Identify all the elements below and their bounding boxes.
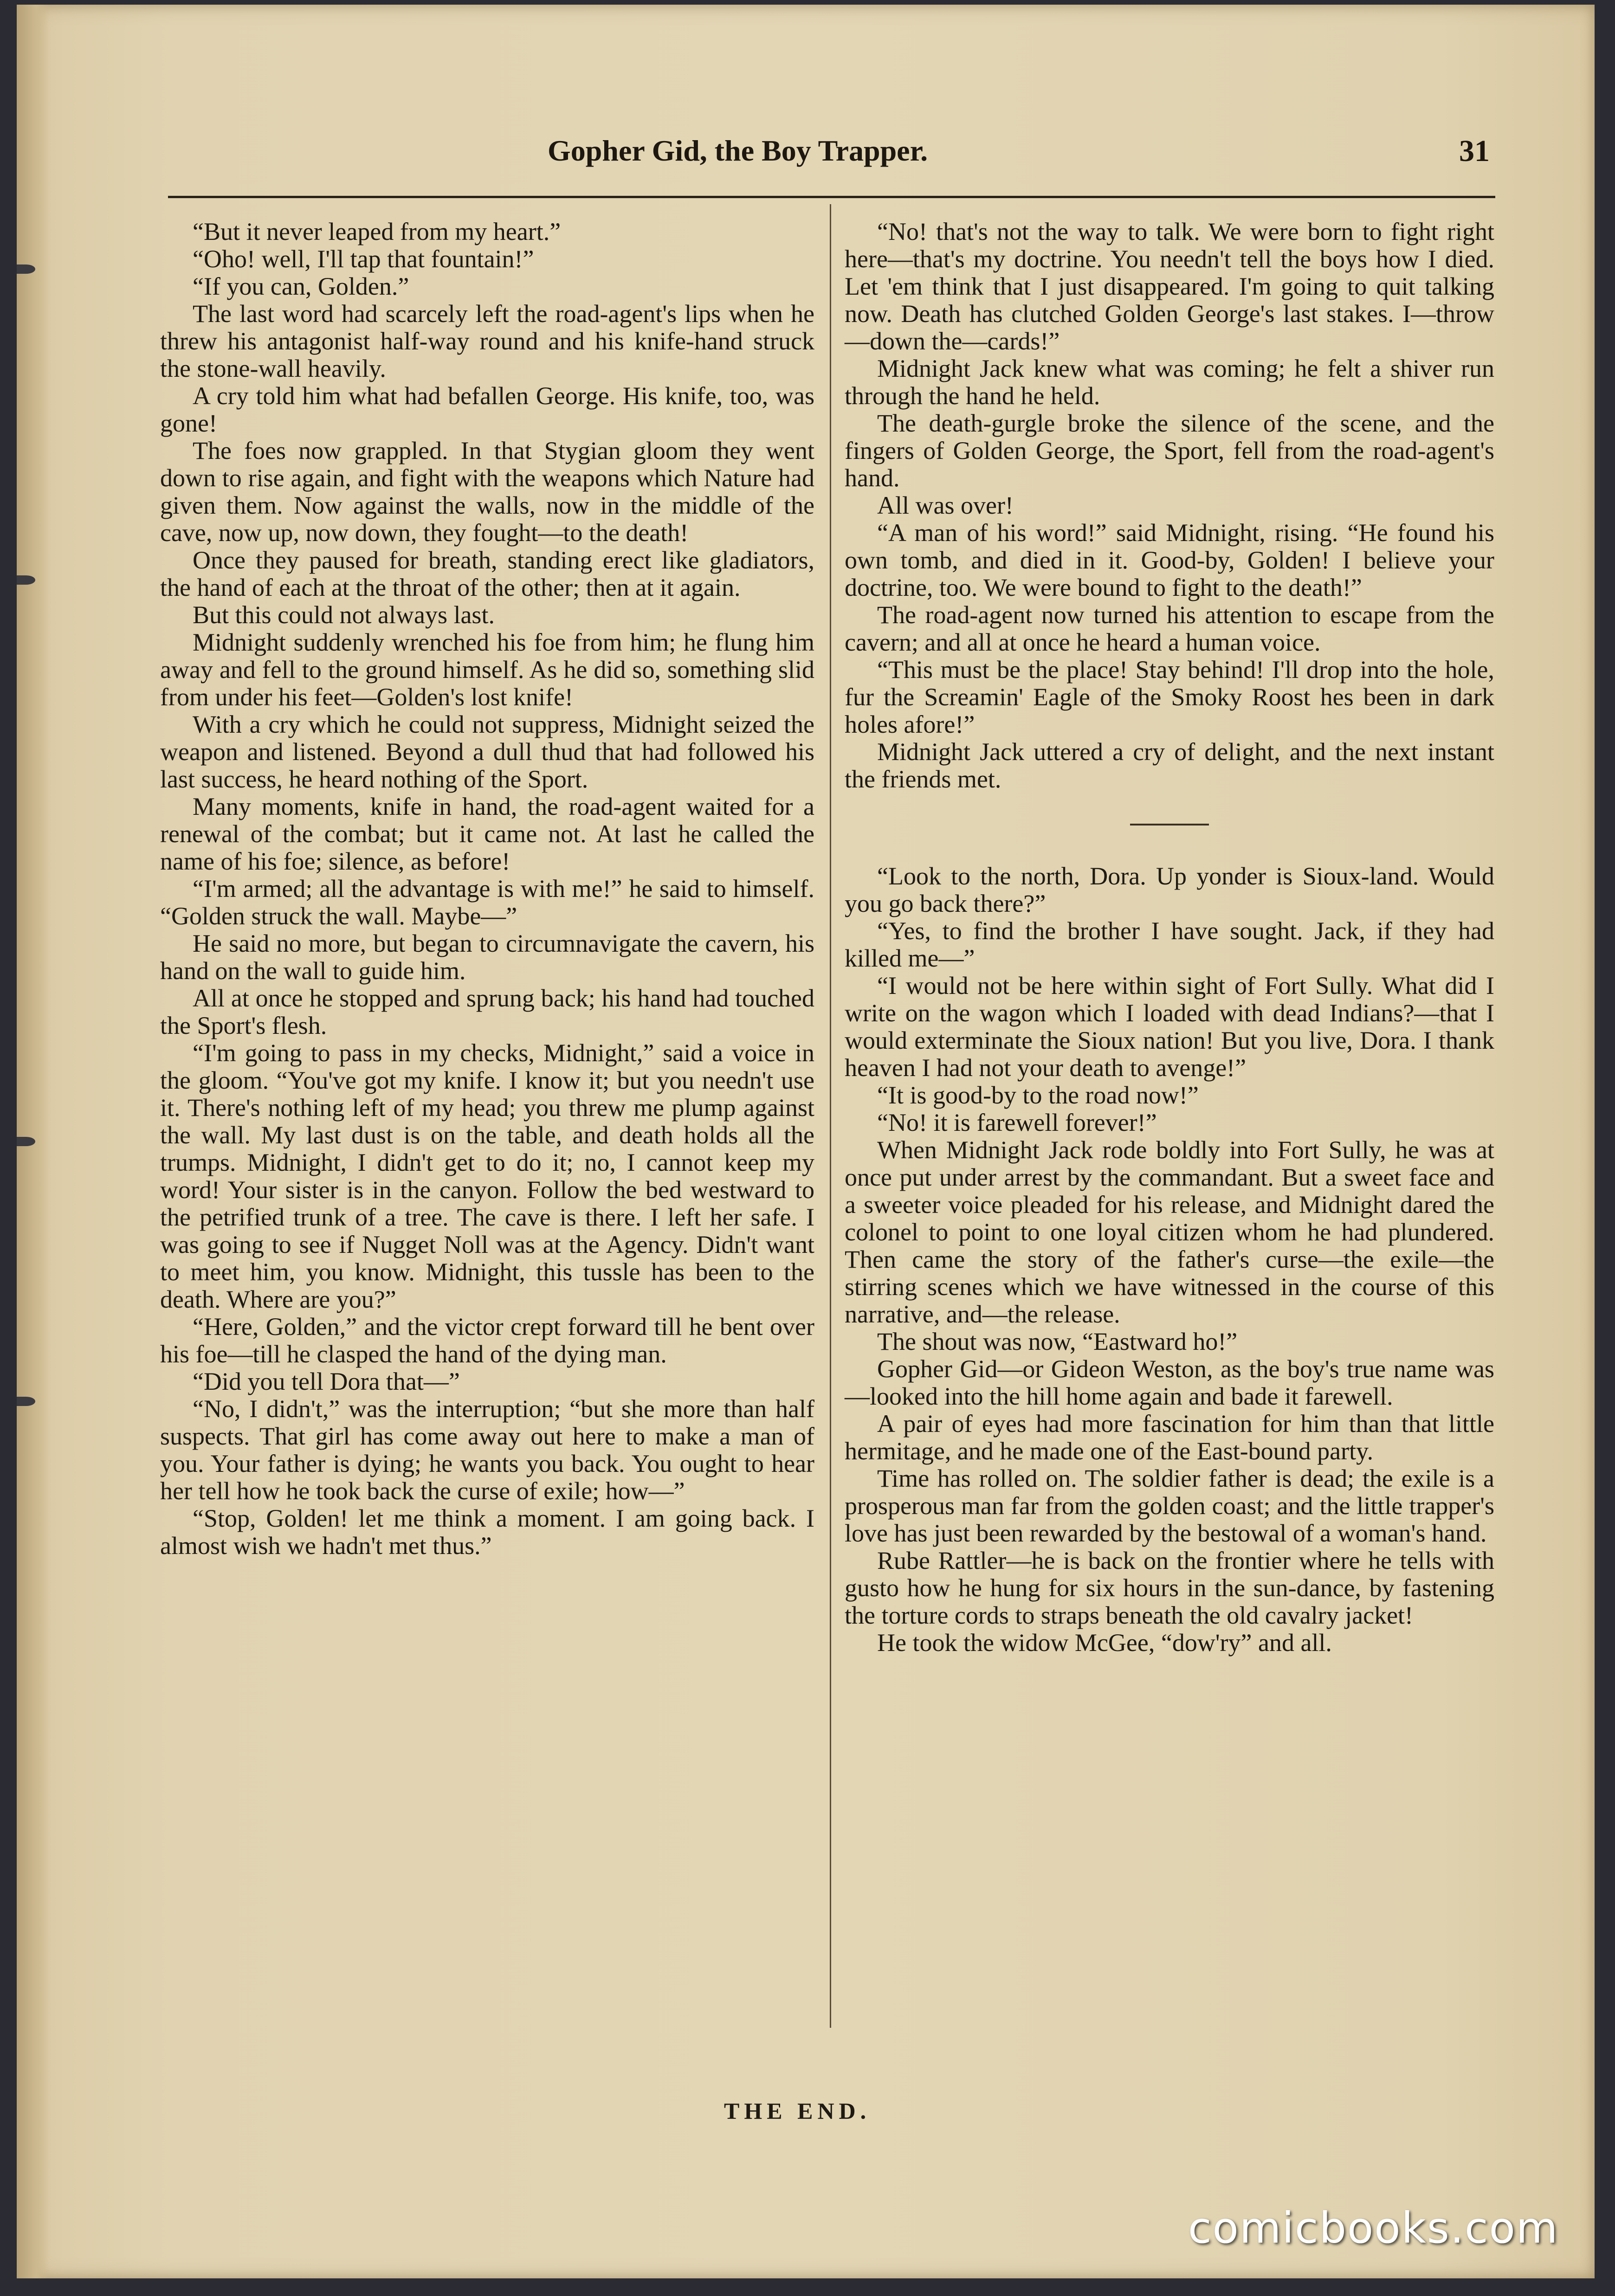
paragraph: Gopher Gid—or Gideon Weston, as the boy's true name was—looked into the hill home again and bade it farewell.	[845, 1355, 1494, 1410]
paragraph: Midnight Jack knew what was coming; he felt a shiver run through the hand he held.	[845, 355, 1494, 410]
paragraph: All was over!	[877, 491, 1014, 519]
binding-hole	[17, 1397, 35, 1406]
paragraph: “It is good-by to the road now!”	[877, 1081, 1199, 1109]
paragraph: A pair of eyes had more fascination for him than that little hermitage, and he made one of the East-bound party.	[845, 1410, 1494, 1465]
paragraph: “No! it is farewell forever!”	[877, 1109, 1157, 1136]
paragraph: “No, I didn't,” was the interruption; “but she more than half suspects. That girl has come away out here to make a man of you. Your father is dying; he wants you back. You ought to hear her tell how he took back the curse of exile; how—”	[160, 1395, 814, 1505]
paragraph: “I'm armed; all the advantage is with me!” he said to himself. “Golden struck the wall. Maybe—”	[160, 875, 814, 930]
paragraph: But this could not always last.	[193, 601, 495, 629]
binding-hole	[17, 1137, 35, 1146]
binding-hole	[17, 575, 35, 585]
paragraph: “If you can, Golden.”	[193, 272, 409, 300]
running-title: Gopher Gid, the Boy Trapper.	[548, 134, 928, 167]
paragraph: The foes now grappled. In that Stygian gloom they went down to rise again, and fight with the weapons which Nature had given them. Now against the walls, now in the middle of the cave, now up, now down, they fought—to the death!	[160, 437, 814, 547]
column-divider	[830, 204, 831, 2028]
binding-hole	[17, 264, 35, 274]
left-column	[160, 218, 814, 1560]
paragraph: “But it never leaped from my heart.”	[193, 218, 561, 245]
paragraph: “Yes, to find the brother I have sought. Jack, if they had killed me—”	[845, 917, 1494, 972]
paragraph: “No! that's not the way to talk. We were born to fight right here—that's my doctrine. You needn't tell the boys how I died. Let 'em think that I just disappeared. I'm going to quit talking now. Death has clutched Golden George's last stakes. I—throw—down the—cards!”	[845, 218, 1494, 355]
section-break-rule	[1130, 824, 1209, 826]
paragraph: A cry told him what had befallen George. His knife, too, was gone!	[160, 382, 814, 437]
the-end: THE END.	[724, 2098, 871, 2124]
paragraph: He said no more, but began to circumnavigate the cavern, his hand on the wall to guide him.	[160, 929, 814, 985]
paragraph: Midnight Jack uttered a cry of delight, and the next instant the friends met.	[845, 738, 1494, 793]
paragraph: Rube Rattler—he is back on the frontier where he tells with gusto how he hung for six hours in the sun-dance, by fastening the torture cords to straps beneath the old cavalry jacket!	[845, 1547, 1494, 1629]
paragraph: “Oho! well, I'll tap that fountain!”	[193, 245, 534, 273]
paragraph: “I'm going to pass in my checks, Midnight,” said a voice in the gloom. “You've got my knife. I know it; but you needn't use it. There's nothing left of my head; you threw me plump against the wall. My last dust is on the table, and death holds all the trumps. Midnight, I didn't get to do it; no, I cannot keep my word! Your sister is in the canyon. Follow the bed westward to the petrified trunk of a tree. The cave is there. I left her safe. I was going to see if Nugget Noll was at the Agency. Didn't want to meet him, you know. Midnight, this tussle has been to the death. Where are you?”	[160, 1039, 814, 1313]
page-header	[548, 134, 1490, 185]
paragraph: Time has rolled on. The soldier father is dead; the exile is a prosperous man far from the golden coast; and the little trapper's love has just been rewarded by the bestowal of a woman's hand.	[845, 1464, 1494, 1547]
paragraph: The death-gurgle broke the silence of the scene, and the fingers of Golden George, the Sport, fell from the road-agent's hand.	[845, 409, 1494, 492]
paragraph: “Stop, Golden! let me think a moment. I am going back. I almost wish we hadn't met thus.”	[160, 1504, 814, 1560]
paragraph: The road-agent now turned his attention to escape from the cavern; and all at once he heard a human voice.	[845, 601, 1494, 656]
paragraph: Many moments, knife in hand, the road-agent waited for a renewal of the combat; but it came not. At last he called the name of his foe; silence, as before!	[160, 793, 814, 875]
paragraph: Once they paused for breath, standing erect like gladiators, the hand of each at the throat of the other; then at it again.	[160, 546, 814, 601]
paragraph: “Did you tell Dora that—”	[193, 1367, 460, 1395]
page-number: 31	[1459, 134, 1490, 168]
paragraph: “A man of his word!” said Midnight, rising. “He found his own tomb, and died in it. Good-by, Golden! I believe your doctrine, too. We were bound to fight to the death!”	[845, 519, 1494, 601]
paragraph: All at once he stopped and sprung back; his hand had touched the Sport's flesh.	[160, 984, 814, 1039]
paragraph: “Look to the north, Dora. Up yonder is Sioux-land. Would you go back there?”	[845, 862, 1494, 917]
paragraph: He took the widow McGee, “dow'ry” and all.	[877, 1629, 1332, 1657]
paragraph: The shout was now, “Eastward ho!”	[877, 1328, 1238, 1355]
paragraph: With a cry which he could not suppress, Midnight seized the weapon and listened. Beyond a dull thud that had followed his last success, he heard nothing of the Sport.	[160, 710, 814, 793]
paragraph: When Midnight Jack rode boldly into Fort Sully, he was at once put under arrest by the commandant. But a sweet face and a sweeter voice pleaded for his release, and Midnight dared the colonel to point to one loyal citizen whom he had plundered. Then came the story of the father's curse—the exile—the stirring scenes which we have witnessed in the course of this narrative, and—the release.	[845, 1136, 1494, 1328]
paragraph: “Here, Golden,” and the victor crept forward till he bent over his foe—till he clasped the hand of the dying man.	[160, 1313, 814, 1368]
paragraph: Midnight suddenly wrenched his foe from him; he flung him away and fell to the ground himself. As he did so, something slid from under his feet—Golden's lost knife!	[160, 628, 814, 711]
header-rule	[168, 196, 1495, 198]
paragraph: “I would not be here within sight of Fort Sully. What did I write on the wagon which I loaded with dead Indians?—that I would exterminate the Sioux nation! But you live, Dora. I thank heaven I had not your death to avenge!”	[845, 972, 1494, 1082]
right-column	[845, 218, 1494, 1657]
paragraph: “This must be the place! Stay behind! I'll drop into the hole, fur the Screamin' Eagle of the Smoky Roost hes been in dark holes afore!”	[845, 656, 1494, 738]
paragraph: The last word had scarcely left the road-agent's lips when he threw his antagonist half-way round and his knife-hand struck the stone-wall heavily.	[160, 300, 814, 382]
site-watermark: comicbooks.com	[1188, 2203, 1559, 2253]
